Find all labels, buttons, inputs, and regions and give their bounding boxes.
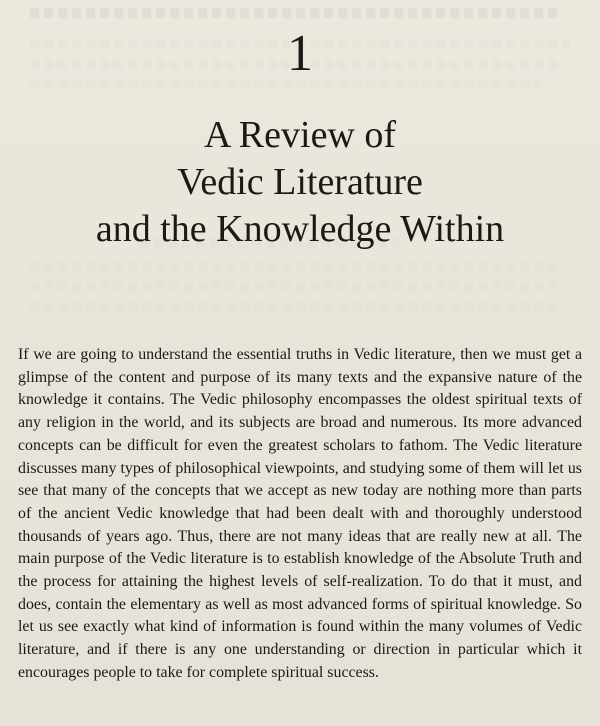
chapter-title-line: and the Knowledge Within <box>95 208 505 250</box>
show-through-text <box>30 8 560 18</box>
show-through-text <box>30 302 560 311</box>
show-through-text <box>30 282 560 291</box>
body-paragraph: If we are going to understand the essential truths in Vedic literature, then we must get a glimpse of the content and purpose of its many texts and the expansive nature of the knowledge it contains. The Vedic philosophy encompasses the oldest spiritual texts of any religion in the world, and its subjects are broad and numerous. Its more advanced concepts can be difficult for even the greatest scholars to fathom. The Vedic literature discusses many types of philosophical viewpoints, and studying some of them will let us see that many of the concepts that we accept as new today are nothing more than parts of the ancient Vedic knowledge that had been dealt with and thoroughly understood thousands of years ago. Thus, there are not many ideas that are really new at all. The main purpose of the Vedic literature is to establish knowledge of the Absolute Truth and the process for attaining the highest levels of self-realization. To do that it must, and does, contain the elementary as well as most advanced forms of spiritual knowledge. So let us see exactly what kind of information is found within the many volumes of Vedic literature, and if there is any one understanding or direction in particular which it encourages people to take for complete spiritual success. <box>18 346 582 681</box>
chapter-title-line: A Review of <box>203 114 397 156</box>
chapter-number: 1 <box>287 25 313 82</box>
show-through-text <box>30 262 560 271</box>
chapter-title-line: Vedic Literature <box>177 161 423 203</box>
chapter-title <box>0 112 600 253</box>
